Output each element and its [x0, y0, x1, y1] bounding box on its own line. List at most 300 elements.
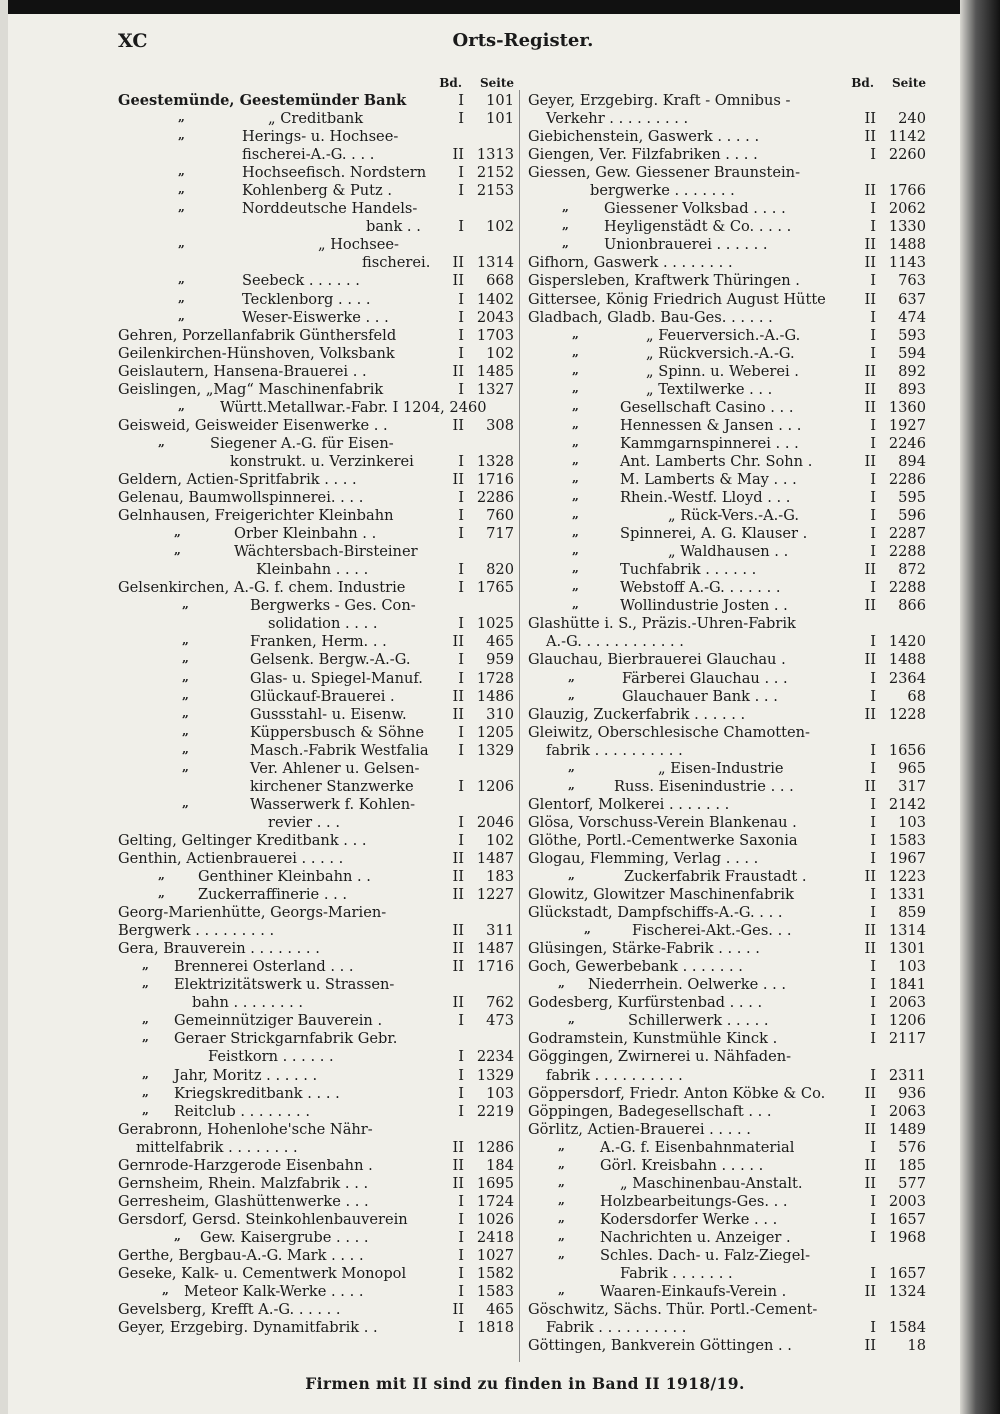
entry-name: solidation . . . . — [268, 615, 378, 633]
index-entry — [118, 254, 514, 272]
entry-page: 1583 — [476, 1283, 514, 1301]
entry-name: Georg-Marienhütte, Georgs-Marien- — [118, 904, 387, 922]
entry-volume: I — [455, 507, 464, 525]
entry-name: Gleiwitz, Oberschlesische Chamotten- — [528, 723, 810, 741]
entry-page: 1487 — [476, 940, 514, 958]
entry-name: Schillerwerk . . . . . — [628, 1012, 769, 1030]
index-entry — [528, 417, 926, 435]
index-entry — [528, 453, 926, 471]
entry-page: 2286 — [888, 470, 926, 488]
entry-volume: I — [455, 489, 464, 507]
ditto-mark: „ — [572, 597, 579, 612]
index-entry — [118, 272, 514, 290]
entry-name: Gernsheim, Rhein. Malzfabrik . . . — [118, 1174, 369, 1192]
index-entry — [528, 760, 926, 778]
entry-page: 18 — [907, 1337, 926, 1355]
entry-volume: I — [867, 417, 876, 435]
entry-volume: I — [455, 453, 464, 471]
entry-name: Genthin, Actienbrauerei . . . . . — [118, 849, 344, 867]
entry-name: Wollindustrie Josten . . — [620, 597, 788, 615]
entry-volume: I — [455, 218, 464, 236]
index-entry — [118, 1229, 514, 1247]
entry-volume: I — [867, 1139, 876, 1157]
entry-name: Godesberg, Kurfürstenbad . . . . — [528, 994, 763, 1012]
index-entry — [528, 1048, 926, 1066]
entry-volume: I — [455, 525, 464, 543]
entry-page: 1420 — [888, 633, 926, 651]
ditto-mark: „ — [572, 326, 579, 341]
entry-name: M. Lamberts & May . . . — [620, 470, 797, 488]
index-entry — [528, 778, 926, 796]
index-entry — [528, 796, 926, 814]
entry-name: Gew. Kaisergrube . . . . — [200, 1228, 369, 1246]
entry-name: Glöthe, Portl.-Cementwerke Saxonia — [528, 831, 798, 849]
index-entry — [118, 363, 514, 381]
index-entry — [118, 236, 514, 254]
entry-name: Gerabronn, Hohenlohe'sche Nähr- — [118, 1120, 373, 1138]
ditto-mark: „ — [568, 669, 575, 684]
entry-page: 103 — [486, 1084, 514, 1102]
entry-page: 2043 — [476, 308, 514, 326]
ditto-mark: „ — [572, 380, 579, 395]
entry-name: Glogau, Flemming, Verlag . . . . — [528, 849, 759, 867]
index-entry — [118, 976, 514, 994]
index-entry — [118, 633, 514, 651]
entry-page: 2219 — [476, 1102, 514, 1120]
index-entry — [118, 832, 514, 850]
ditto-mark: „ — [572, 489, 579, 504]
entry-name: konstrukt. u. Verzinkerei — [230, 452, 414, 470]
index-entry — [528, 1193, 926, 1211]
index-entry — [118, 1265, 514, 1283]
ditto-mark: „ — [182, 669, 189, 684]
index-entry — [118, 1085, 514, 1103]
scan-border-top — [0, 0, 1000, 14]
entry-page: 1329 — [476, 1066, 514, 1084]
entry-page: 240 — [898, 110, 926, 128]
index-entry — [118, 760, 514, 778]
entry-page: 594 — [898, 344, 926, 362]
index-entry — [118, 615, 514, 633]
entry-page: 1967 — [888, 849, 926, 867]
index-entry — [118, 1211, 514, 1229]
entry-volume: I — [867, 507, 876, 525]
index-entry — [528, 399, 926, 417]
entry-volume: II — [449, 868, 464, 886]
ditto-mark: „ — [178, 110, 185, 125]
entry-volume: II — [449, 1139, 464, 1157]
entry-name: Masch.-Fabrik Westfalia — [250, 741, 429, 759]
entry-page: 1301 — [888, 940, 926, 958]
ditto-mark: „ — [572, 507, 579, 522]
entry-volume: I — [455, 615, 464, 633]
volume-header: Bd. — [439, 76, 462, 90]
index-entry — [528, 670, 926, 688]
entry-volume: I — [455, 291, 464, 309]
entry-volume: I — [867, 904, 876, 922]
ditto-mark: „ — [584, 922, 591, 937]
ditto-mark: „ — [178, 398, 185, 413]
ditto-mark: „ — [558, 1156, 565, 1171]
entry-page: 1286 — [476, 1138, 514, 1156]
index-entry — [118, 958, 514, 976]
entry-page: 101 — [486, 110, 514, 128]
index-entry — [118, 1048, 514, 1066]
ditto-mark: „ — [562, 200, 569, 215]
index-entry — [118, 92, 514, 110]
ditto-mark: „ — [174, 543, 181, 558]
index-entry — [118, 1103, 514, 1121]
entry-name: Niederrhein. Oelwerke . . . — [588, 976, 787, 994]
ditto-mark: „ — [174, 525, 181, 540]
entry-volume: I — [867, 796, 876, 814]
entry-name: Gispersleben, Kraftwerk Thüringen . — [528, 272, 800, 290]
index-entry — [118, 489, 514, 507]
entry-name: „ Rück-Vers.-A.-G. — [668, 507, 799, 525]
entry-name: Görl. Kreisbahn . . . . . — [600, 1156, 764, 1174]
entry-volume: I — [455, 670, 464, 688]
entry-name: „ Rückversich.-A.-G. — [646, 344, 795, 362]
entry-volume: II — [861, 363, 876, 381]
entry-name: Gernrode-Harzgerode Eisenbahn . — [118, 1156, 373, 1174]
entry-volume: II — [449, 254, 464, 272]
index-entry — [528, 345, 926, 363]
entry-page: 1766 — [888, 182, 926, 200]
index-entry — [528, 1229, 926, 1247]
index-entry — [528, 1211, 926, 1229]
entry-name: Göppersdorf, Friedr. Anton Köbke & Co. — [528, 1084, 826, 1102]
entry-page: 465 — [486, 1301, 514, 1319]
entry-page: 1818 — [476, 1319, 514, 1337]
entry-page: 576 — [898, 1138, 926, 1156]
entry-volume: I — [867, 850, 876, 868]
entry-name: Glas- u. Spiegel-Manuf. — [250, 669, 423, 687]
ditto-mark: „ — [182, 705, 189, 720]
page-header-label: Seite — [479, 76, 514, 90]
entry-name: Kodersdorfer Werke . . . — [600, 1210, 778, 1228]
entry-page: 892 — [898, 362, 926, 380]
entry-volume: I — [867, 525, 876, 543]
entry-page: 859 — [898, 904, 926, 922]
entry-name: Holzbearbeitungs-Ges. . . — [600, 1192, 788, 1210]
entry-name: Unionbrauerei . . . . . . — [604, 236, 768, 254]
entry-volume: I — [867, 633, 876, 651]
index-entry — [528, 146, 926, 164]
entry-name: Geislingen, „Mag“ Maschinenfabrik — [118, 380, 384, 398]
scan-border-left — [0, 0, 8, 1414]
ditto-mark: „ — [174, 1228, 181, 1243]
entry-page: 2062 — [888, 200, 926, 218]
entry-volume: II — [861, 399, 876, 417]
ditto-mark: „ — [158, 434, 165, 449]
entry-page: 1728 — [476, 669, 514, 687]
entry-volume: I — [867, 1012, 876, 1030]
entry-name: Waaren-Einkaufs-Verein . — [600, 1283, 787, 1301]
ditto-mark: „ — [178, 164, 185, 179]
entry-name: Reitclub . . . . . . . . — [174, 1102, 310, 1120]
ditto-mark: „ — [568, 687, 575, 702]
entry-page: 762 — [486, 994, 514, 1012]
entry-page: 102 — [486, 218, 514, 236]
entry-name: Herings- u. Hochsee- — [242, 128, 399, 146]
entry-name: „ Eisen-Industrie — [658, 759, 784, 777]
entry-volume: I — [455, 92, 464, 110]
entry-page: 893 — [898, 380, 926, 398]
index-entry — [118, 1193, 514, 1211]
entry-name: Verkehr . . . . . . . . . — [546, 110, 689, 128]
entry-volume: I — [867, 218, 876, 236]
entry-name: Glauzig, Zuckerfabrik . . . . . . — [528, 705, 746, 723]
entry-page: 1657 — [888, 1265, 926, 1283]
index-entry — [528, 327, 926, 345]
entry-volume: I — [867, 1265, 876, 1283]
index-entry — [118, 904, 514, 922]
ditto-mark: „ — [182, 741, 189, 756]
entry-page: 2046 — [476, 813, 514, 831]
entry-page: 596 — [898, 507, 926, 525]
index-entry — [528, 579, 926, 597]
entry-name: Hennessen & Jansen . . . — [620, 416, 802, 434]
entry-volume: II — [449, 1175, 464, 1193]
entry-volume: I — [867, 272, 876, 290]
index-entry — [118, 670, 514, 688]
entry-page: 1488 — [888, 651, 926, 669]
entry-name: Siegener A.-G. für Eisen- — [210, 434, 394, 452]
entry-page: 2260 — [888, 146, 926, 164]
entry-page: 1206 — [888, 1012, 926, 1030]
entry-page: 1488 — [888, 236, 926, 254]
index-entry — [118, 922, 514, 940]
entry-name: Fischerei-Akt.-Ges. . . — [632, 922, 792, 940]
entry-volume: II — [861, 254, 876, 272]
entry-page: 1027 — [476, 1247, 514, 1264]
entry-name: Geyer, Erzgebirg. Dynamitfabrik . . — [118, 1319, 378, 1337]
ditto-mark: „ — [158, 868, 165, 883]
entry-page: 1486 — [476, 687, 514, 705]
entry-page: 317 — [898, 777, 926, 795]
index-entry — [118, 543, 514, 561]
index-entry — [118, 471, 514, 489]
index-entry — [528, 742, 926, 760]
entry-name: Glösa, Vorschuss-Verein Blankenau . — [528, 813, 797, 831]
ditto-mark: „ — [572, 416, 579, 431]
entry-page: 2288 — [888, 543, 926, 561]
entry-name: Elektrizitätswerk u. Strassen- — [174, 976, 395, 994]
entry-name: bank . . — [366, 218, 421, 236]
index-entry — [118, 1283, 514, 1301]
entry-volume: I — [867, 1319, 876, 1337]
index-entry — [528, 1247, 926, 1265]
index-entry — [118, 1012, 514, 1030]
entry-page: 103 — [898, 958, 926, 976]
column-divider — [519, 90, 520, 1362]
ditto-mark: „ — [182, 759, 189, 774]
entry-name: Gelenau, Baumwollspinnerei. . . . — [118, 489, 364, 507]
entry-page: 2003 — [888, 1192, 926, 1210]
entry-volume: II — [861, 453, 876, 471]
entry-volume: II — [861, 236, 876, 254]
entry-name: A.-G. f. Eisenbahnmaterial — [600, 1138, 795, 1156]
entry-volume: I — [455, 579, 464, 597]
entry-name: Görlitz, Actien-Brauerei . . . . . — [528, 1120, 751, 1138]
index-entry — [118, 146, 514, 164]
entry-volume: II — [861, 1085, 876, 1103]
ditto-mark: „ — [178, 128, 185, 143]
entry-page: 2286 — [476, 489, 514, 507]
entry-page: 2288 — [888, 579, 926, 597]
index-entry — [118, 164, 514, 182]
index-entry — [528, 543, 926, 561]
index-entry — [118, 850, 514, 868]
entry-volume: I — [455, 724, 464, 742]
entry-name: Seebeck . . . . . . — [242, 272, 360, 290]
entry-volume: II — [449, 146, 464, 164]
entry-volume: I — [455, 309, 464, 327]
entry-name: Gelnhausen, Freigerichter Kleinbahn — [118, 507, 394, 525]
ditto-mark: „ — [558, 1228, 565, 1243]
entry-name: Orber Kleinbahn . . — [234, 525, 377, 543]
ditto-mark: „ — [142, 1084, 149, 1099]
entry-page: 308 — [486, 416, 514, 434]
index-entry — [528, 128, 926, 146]
entry-page: 1313 — [476, 146, 514, 164]
entry-page: 102 — [486, 344, 514, 362]
entry-volume: II — [861, 1121, 876, 1139]
index-entry — [528, 1301, 926, 1319]
index-entry — [528, 958, 926, 976]
entry-volume: II — [861, 922, 876, 940]
entry-name: A.-G. . . . . . . . . . . . — [546, 633, 684, 651]
index-entry — [118, 1247, 514, 1265]
entry-page: 1656 — [888, 741, 926, 759]
entry-volume: I — [867, 958, 876, 976]
entry-page: 1695 — [476, 1174, 514, 1192]
ditto-mark: „ — [568, 759, 575, 774]
entry-volume: II — [449, 363, 464, 381]
entry-volume: II — [449, 850, 464, 868]
entry-volume: I — [455, 651, 464, 669]
entry-page: 2364 — [888, 669, 926, 687]
entry-volume: II — [861, 1337, 876, 1355]
entry-page: 1402 — [476, 290, 514, 308]
entry-name: Glauchau, Bierbrauerei Glauchau . — [528, 651, 786, 669]
index-entry — [528, 92, 926, 110]
entry-name: kirchener Stanzwerke — [250, 777, 414, 795]
ditto-mark: „ — [142, 1102, 149, 1117]
entry-name: fischerei-A.-G. . . . — [242, 146, 375, 164]
index-entry — [118, 742, 514, 760]
entry-volume: I — [867, 543, 876, 561]
entry-volume: I — [455, 778, 464, 796]
index-entry — [118, 200, 514, 218]
index-entry — [528, 525, 926, 543]
entry-page: 1328 — [476, 452, 514, 470]
entry-page: 183 — [486, 868, 514, 886]
entry-name: Geislautern, Hansena-Brauerei . . — [118, 362, 367, 380]
entry-page: 2311 — [888, 1066, 926, 1084]
index-entry — [118, 579, 514, 597]
entry-volume: I — [455, 110, 464, 128]
index-entry — [528, 363, 926, 381]
index-entry — [118, 1319, 514, 1337]
entry-name: Glückstadt, Dampfschiffs-A.-G. . . . — [528, 904, 783, 922]
index-entry — [528, 922, 926, 940]
right-column — [528, 72, 926, 1355]
ditto-mark: „ — [558, 1192, 565, 1207]
ditto-mark: „ — [182, 687, 189, 702]
index-entry — [528, 561, 926, 579]
entry-name: Russ. Eisenindustrie . . . — [614, 777, 794, 795]
entry-page: 2246 — [888, 434, 926, 452]
entry-name: Schles. Dach- u. Falz-Ziegel- — [600, 1247, 811, 1264]
entry-page: 1314 — [476, 254, 514, 272]
index-entry — [118, 561, 514, 579]
index-entry — [118, 309, 514, 327]
entry-page: 1142 — [888, 128, 926, 146]
entry-volume: II — [449, 471, 464, 489]
index-entry — [118, 814, 514, 832]
entry-name: Gerthe, Bergbau-A.-G. Mark . . . . — [118, 1247, 364, 1264]
ditto-mark: „ — [568, 868, 575, 883]
ditto-mark: „ — [182, 633, 189, 648]
entry-page: 1485 — [476, 362, 514, 380]
entry-volume: I — [867, 688, 876, 706]
entry-name: Kohlenberg & Putz . — [242, 182, 393, 200]
entry-name: Gemeinnütziger Bauverein . — [174, 1012, 383, 1030]
entry-name: Gersdorf, Gersd. Steinkohlenbauverein — [118, 1210, 408, 1228]
index-entry — [528, 724, 926, 742]
index-entry — [528, 1085, 926, 1103]
entry-volume: I — [455, 1265, 464, 1283]
entry-name: fischerei. — [362, 254, 431, 272]
entry-page: 866 — [898, 597, 926, 615]
entry-name: Göttingen, Bankverein Göttingen . . — [528, 1337, 792, 1355]
entry-page: 1205 — [476, 723, 514, 741]
entry-page: 311 — [486, 922, 514, 940]
entry-volume: II — [449, 417, 464, 435]
entry-page: 872 — [898, 561, 926, 579]
entry-name: revier . . . — [268, 813, 340, 831]
entry-volume: II — [861, 1157, 876, 1175]
ditto-mark: „ — [572, 470, 579, 485]
entry-name: Geraer Strickgarnfabrik Gebr. — [174, 1030, 398, 1048]
entry-page: 1223 — [888, 868, 926, 886]
entry-volume: I — [867, 579, 876, 597]
index-entry — [118, 1301, 514, 1319]
entry-volume: I — [867, 832, 876, 850]
index-entry — [528, 435, 926, 453]
entry-name: fabrik . . . . . . . . . . — [546, 741, 683, 759]
entry-volume: I — [867, 327, 876, 345]
entry-page: 1927 — [888, 416, 926, 434]
entry-page: 1025 — [476, 615, 514, 633]
entry-page: 2063 — [888, 994, 926, 1012]
entry-name: „ Creditbank — [268, 110, 364, 128]
entry-page: 936 — [898, 1084, 926, 1102]
entry-volume: I — [455, 1247, 464, 1265]
entry-page: 465 — [486, 633, 514, 651]
entry-volume: I — [455, 742, 464, 760]
entry-volume: II — [449, 633, 464, 651]
entry-volume: I — [455, 1229, 464, 1247]
entry-volume: II — [861, 291, 876, 309]
entry-name: Gelting, Geltinger Kreditbank . . . — [118, 831, 367, 849]
entry-name: Glowitz, Glowitzer Maschinenfabrik — [528, 886, 794, 904]
entry-name: Geisweid, Geisweider Eisenwerke . . — [118, 416, 388, 434]
index-entry — [118, 1175, 514, 1193]
index-entry — [528, 886, 926, 904]
entry-name: Franken, Herm. . . — [250, 633, 387, 651]
